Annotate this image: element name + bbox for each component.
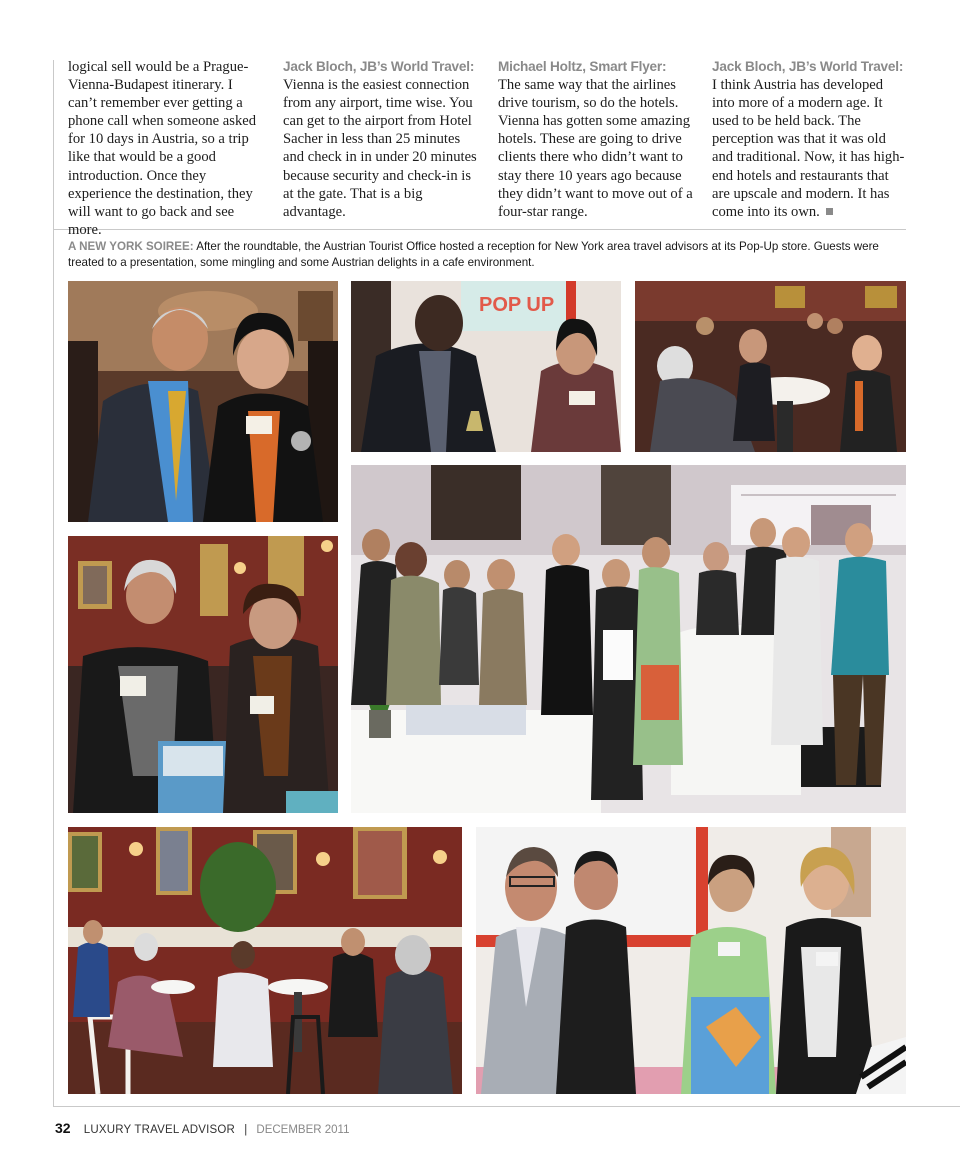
photo-guests-toasting bbox=[476, 827, 906, 1094]
end-square-icon bbox=[826, 208, 833, 215]
photo-caption bbox=[68, 239, 908, 270]
footer-separator: | bbox=[244, 1124, 248, 1136]
publication-name: LUXURY TRAVEL ADVISOR bbox=[83, 1124, 235, 1136]
footer-rule bbox=[53, 1106, 960, 1107]
speaker-label: Jack Bloch, JB’s World Travel: bbox=[283, 59, 475, 74]
text-column-4 bbox=[712, 58, 908, 221]
page-footer bbox=[55, 1120, 350, 1136]
pop-up-sign: POP UP bbox=[479, 294, 555, 316]
column-text: I think Austria has developed into more of a modern age. It used to be held back. The perception was that it was old and traditional. Now, it has high-end hotels and restaurants that are upscale and modern. It has come into its own. bbox=[712, 77, 905, 220]
photo-two-women bbox=[68, 536, 338, 813]
photo-table-guests bbox=[635, 281, 906, 452]
speaker-label: Jack Bloch, JB’s World Travel: bbox=[712, 59, 904, 74]
caption-lead: A NEW YORK SOIREE: bbox=[68, 240, 194, 253]
issue-date: DECEMBER 2011 bbox=[256, 1124, 350, 1136]
photo-cafe-room bbox=[68, 827, 462, 1094]
caption-text: After the roundtable, the Austrian Tourist Office hosted a reception for New York area travel advisors at its Pop-Up store. Guests were treated to a presentation, some mingling and some Austrian delights in a cafe environment. bbox=[68, 240, 879, 269]
text-column-1 bbox=[68, 58, 264, 239]
text-column-3 bbox=[498, 58, 694, 221]
photo-group-reception bbox=[351, 465, 906, 813]
column-text: logical sell would be a Prague-Vienna-Budapest itinerary. I can’t remember ever getting a phone call when someone asked for 10 days in Austria, so a trip like that would be a good introduction. Once they experience the destination, they will want to go back and see more. bbox=[68, 59, 257, 238]
left-column-rule bbox=[53, 60, 54, 1106]
page-number: 32 bbox=[55, 1120, 71, 1136]
column-text: The same way that the airlines drive tourism, so do the hotels. Vienna has gotten some amazing hotels. These are going to drive clients there who didn’t want to stay there 10 years ago because they didn’t want to move out of a four-star range. bbox=[498, 77, 693, 220]
column-text: Vienna is the easiest connection from any airport, time wise. You can get to the airport from Hotel Sacher in less than 25 minutes and check in in under 20 minutes because security and check-in is at the gate. That is a big advantage. bbox=[283, 77, 477, 220]
photo-couple-portrait bbox=[68, 281, 338, 522]
photo-pop-up-conversation bbox=[351, 281, 621, 452]
speaker-label: Michael Holtz, Smart Flyer: bbox=[498, 59, 667, 74]
text-column-2 bbox=[283, 58, 479, 221]
